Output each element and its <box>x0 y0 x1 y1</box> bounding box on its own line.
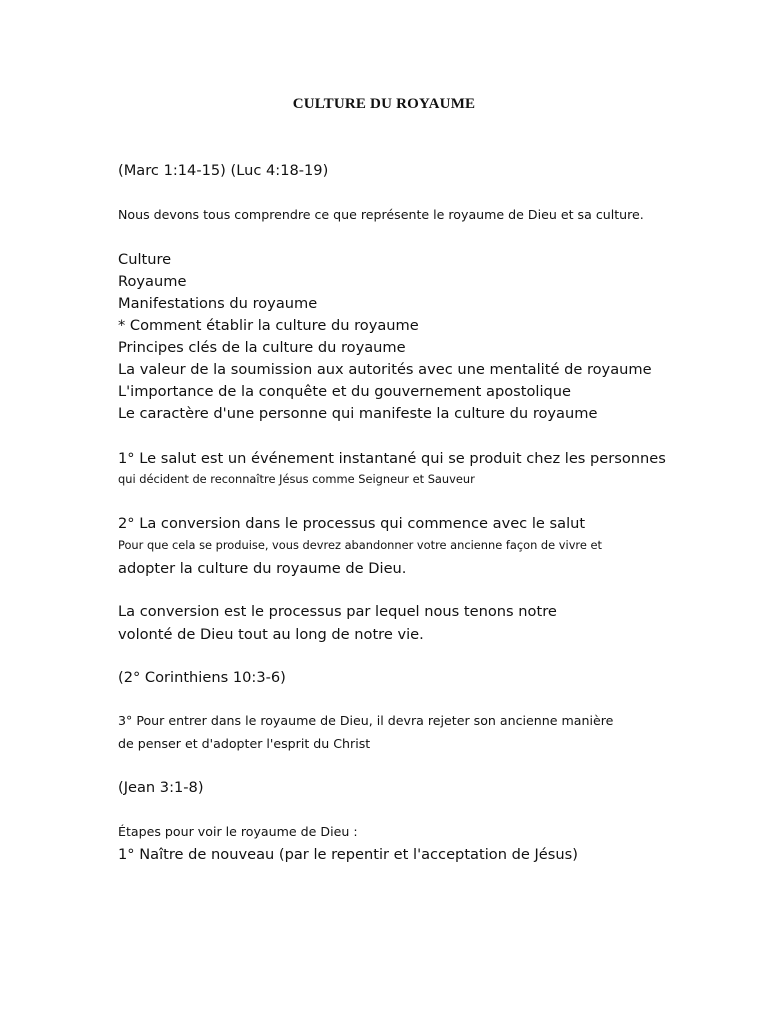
scripture-references: (Marc 1:14-15) (Luc 4:18-19) <box>118 162 329 179</box>
topic-item: Le caractère d'une personne qui manifeste la culture du royaume <box>118 405 598 422</box>
intro-paragraph: Nous devons tous comprendre ce que représente le royaume de Dieu et sa culture. <box>118 207 644 222</box>
scripture-reference-jean: (Jean 3:1-8) <box>118 779 204 796</box>
point-2-heading: 2° La conversion dans le processus qui commence avec le salut <box>118 515 586 532</box>
point-3-line-2: de penser et d'adopter l'esprit du Christ <box>118 736 371 751</box>
conversion-line-2: volonté de Dieu tout au long de notre vie. <box>118 626 424 643</box>
scripture-reference-corinthians: (2° Corinthiens 10:3-6) <box>118 669 286 686</box>
topic-item: * Comment établir la culture du royaume <box>118 317 419 334</box>
point-2-detail: Pour que cela se produise, vous devrez abandonner votre ancienne façon de vivre et <box>118 538 602 552</box>
topic-item: Culture <box>118 251 172 268</box>
step-1: 1° Naître de nouveau (par le repentir et l'acceptation de Jésus) <box>118 846 578 863</box>
point-1-detail: qui décident de reconnaître Jésus comme Seigneur et Sauveur <box>118 472 475 486</box>
point-3-line-1: 3° Pour entrer dans le royaume de Dieu, il devra rejeter son ancienne manière <box>118 713 614 728</box>
steps-heading: Étapes pour voir le royaume de Dieu : <box>118 824 358 839</box>
topic-item: Royaume <box>118 273 187 290</box>
point-2-continuation: adopter la culture du royaume de Dieu. <box>118 560 407 577</box>
conversion-line-1: La conversion est le processus par lequel nous tenons notre <box>118 603 557 620</box>
topic-item: Principes clés de la culture du royaume <box>118 339 406 356</box>
document-title: CULTURE DU ROYAUME <box>292 96 476 112</box>
topic-item: La valeur de la soumission aux autorités avec une mentalité de royaume <box>118 361 652 378</box>
point-1-heading: 1° Le salut est un événement instantané qui se produit chez les personnes <box>118 450 666 467</box>
topic-item: L'importance de la conquête et du gouvernement apostolique <box>118 383 572 400</box>
topic-item: Manifestations du royaume <box>118 295 318 312</box>
